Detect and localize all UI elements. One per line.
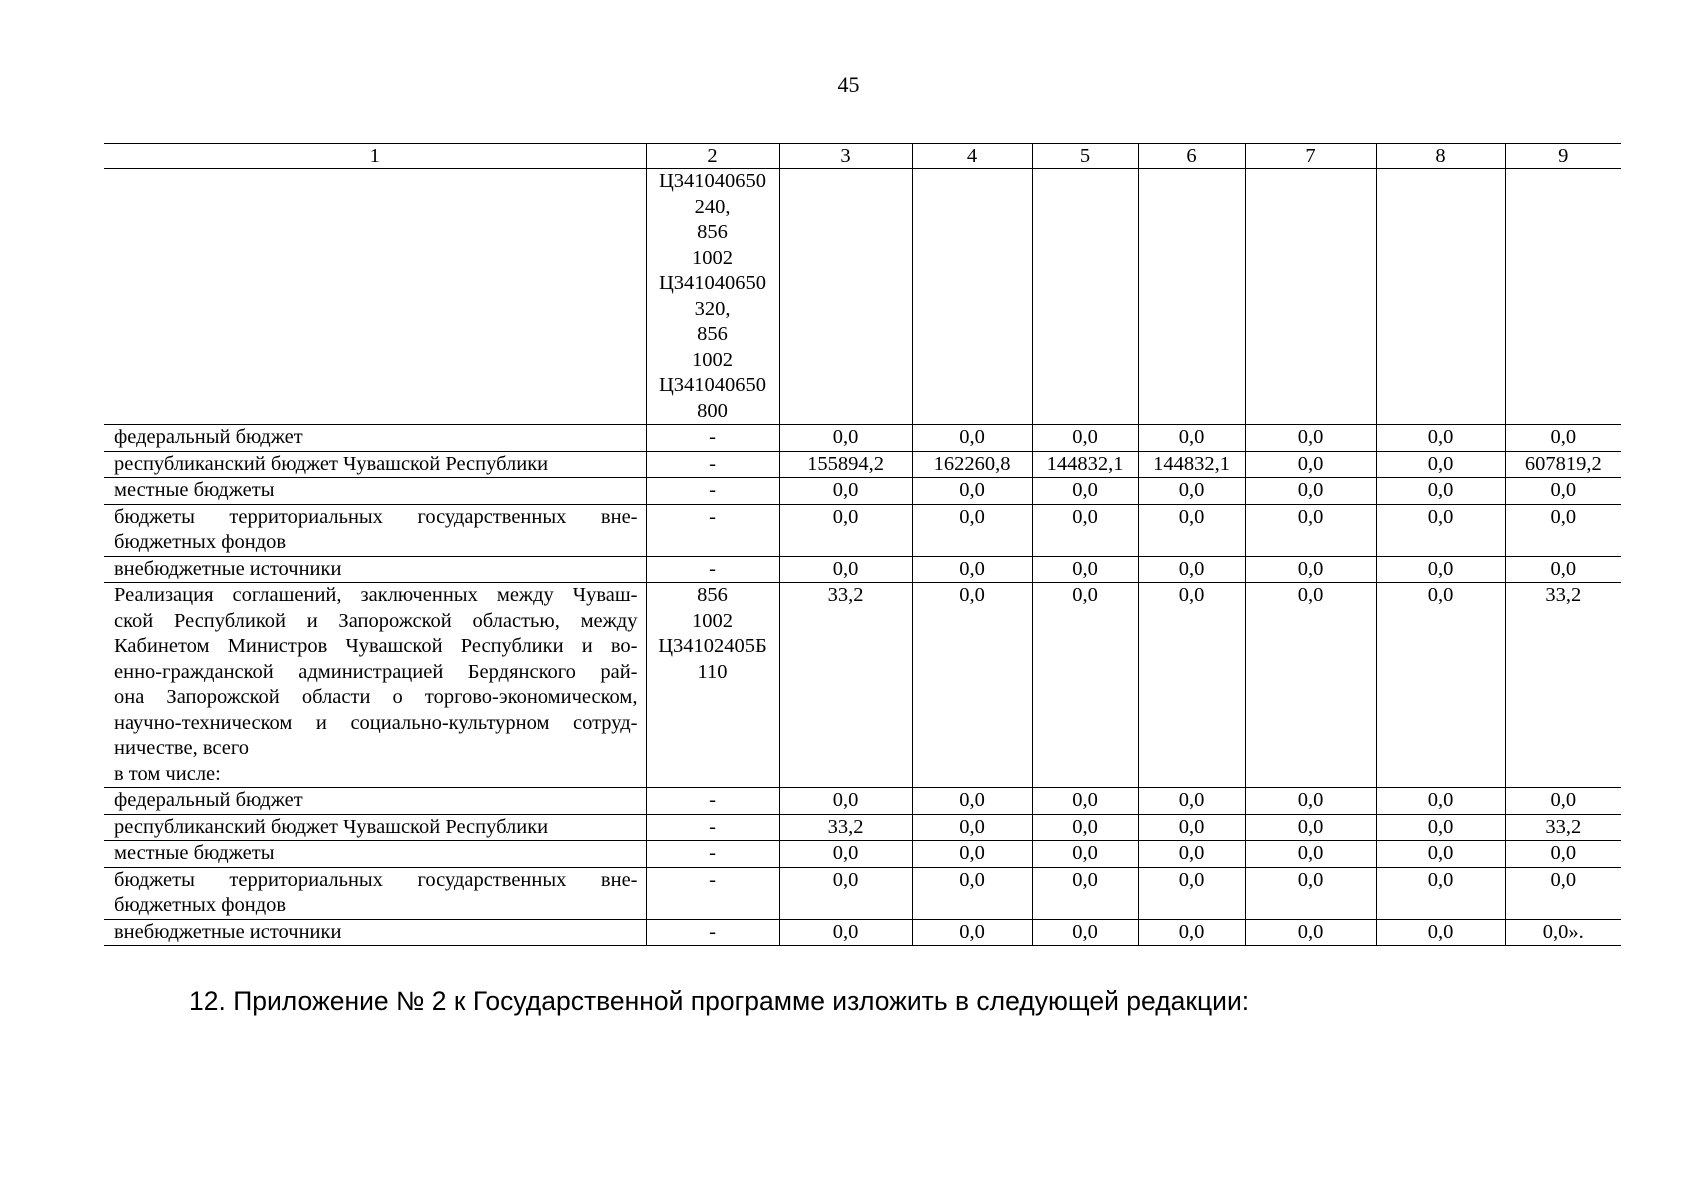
value-cell: 0,0 bbox=[1505, 504, 1621, 556]
value-cell: 0,0 bbox=[1032, 556, 1138, 583]
value-cell: 0,0 bbox=[912, 504, 1032, 556]
value-cell: 0,0 bbox=[1138, 814, 1245, 841]
budget-code-line: 320, bbox=[694, 297, 731, 320]
value-cell: 0,0 bbox=[1505, 425, 1621, 452]
amendment-instruction: 12. Приложение № 2 к Государственной программе изложить в следующей редакции: bbox=[189, 986, 1250, 1016]
table-row bbox=[104, 841, 1621, 868]
row-name-cell: местные бюджеты bbox=[104, 841, 646, 868]
value-cell: 0,0 bbox=[1505, 867, 1621, 919]
value-cell: 0,0 bbox=[1245, 788, 1376, 815]
value-cell: 0,0 bbox=[1138, 841, 1245, 868]
value-cell: 0,0 bbox=[1505, 556, 1621, 583]
value-cell: 33,2 bbox=[779, 583, 912, 788]
budget-code-line: Ц341040650 bbox=[658, 374, 767, 396]
column-header: 2 bbox=[646, 144, 779, 169]
budget-code-cell: - bbox=[646, 814, 779, 841]
row-name-line: бюджеты территориальных государственных вне- bbox=[114, 868, 638, 891]
value-cell: 0,0 bbox=[912, 919, 1032, 946]
row-name-line: она Запорожской области о торгово-экономическом, bbox=[114, 686, 638, 708]
column-header: 8 bbox=[1376, 144, 1505, 169]
table-row bbox=[104, 504, 1621, 556]
budget-code-cell: - bbox=[646, 425, 779, 452]
column-header: 3 bbox=[779, 144, 912, 169]
value-cell: 0,0 bbox=[912, 425, 1032, 452]
value-cell: 0,0 bbox=[1505, 841, 1621, 868]
value-cell: 0,0 bbox=[779, 841, 912, 868]
row-name-line: бюджетных фондов bbox=[114, 894, 287, 916]
budget-code-cell: - bbox=[646, 451, 779, 478]
budget-code-cell: - bbox=[646, 867, 779, 919]
budget-code-line: 856 bbox=[697, 323, 728, 345]
row-name-cell: внебюджетные источники bbox=[104, 919, 646, 946]
budget-code-cell bbox=[646, 583, 779, 788]
row-name-cell: федеральный бюджет bbox=[104, 788, 646, 815]
budget-code-line: Ц34102405Б bbox=[658, 635, 767, 657]
value-cell: 0,0 bbox=[779, 788, 912, 815]
value-cell: 0,0 bbox=[912, 867, 1032, 919]
row-name-line: в том числе: bbox=[114, 762, 221, 785]
budget-code-cell: - bbox=[646, 478, 779, 505]
budget-code-line: 1002 bbox=[692, 246, 733, 269]
value-cell: 0,0 bbox=[1376, 841, 1505, 868]
value-cell: 33,2 bbox=[779, 814, 912, 841]
row-name-cell: внебюджетные источники bbox=[104, 556, 646, 583]
row-name-line: бюджеты территориальных государственных вне- bbox=[114, 505, 638, 528]
budget-code-cell: - bbox=[646, 504, 779, 556]
row-name-line: ничестве, всего bbox=[114, 737, 249, 759]
value-cell: 0,0 bbox=[1376, 556, 1505, 583]
row-name-cell bbox=[104, 169, 646, 425]
value-cell: 0,0 bbox=[779, 425, 912, 452]
row-name-cell: федеральный бюджет bbox=[104, 425, 646, 452]
value-cell bbox=[779, 169, 912, 425]
table-row bbox=[104, 556, 1621, 583]
value-cell: 162260,8 bbox=[912, 451, 1032, 478]
value-cell: 0,0 bbox=[1376, 814, 1505, 841]
value-cell: 0,0 bbox=[1032, 504, 1138, 556]
value-cell: 0,0 bbox=[779, 867, 912, 919]
value-cell: 0,0 bbox=[1138, 478, 1245, 505]
table-row bbox=[104, 451, 1621, 478]
row-name-line: научно-техническом и социально-культурном сотруд- bbox=[114, 711, 638, 734]
row-name-cell bbox=[104, 504, 646, 556]
column-header: 6 bbox=[1138, 144, 1245, 169]
value-cell bbox=[1376, 169, 1505, 425]
value-cell: 0,0 bbox=[1245, 504, 1376, 556]
value-cell: 0,0 bbox=[1376, 425, 1505, 452]
value-cell: 0,0 bbox=[1505, 478, 1621, 505]
value-cell: 0,0 bbox=[1245, 919, 1376, 946]
value-cell: 0,0». bbox=[1505, 919, 1621, 946]
budget-code-line: 240, bbox=[694, 195, 731, 218]
value-cell: 0,0 bbox=[1245, 451, 1376, 478]
table-row bbox=[104, 814, 1621, 841]
value-cell: 607819,2 bbox=[1505, 451, 1621, 478]
value-cell bbox=[912, 169, 1032, 425]
value-cell: 0,0 bbox=[1138, 919, 1245, 946]
value-cell: 33,2 bbox=[1505, 583, 1621, 788]
row-name-line: Кабинетом Министров Чувашской Республики и во- bbox=[114, 635, 638, 657]
table-row bbox=[104, 788, 1621, 815]
row-name-line: Реализация соглашений, заключенных между Чуваш- bbox=[114, 584, 638, 606]
value-cell: 0,0 bbox=[1032, 841, 1138, 868]
budget-code-line: 856 bbox=[697, 221, 728, 243]
budget-code-line: 1002 bbox=[692, 348, 733, 371]
value-cell: 0,0 bbox=[779, 478, 912, 505]
value-cell: 144832,1 bbox=[1138, 451, 1245, 478]
value-cell bbox=[1245, 169, 1376, 425]
budget-code-line: Ц341040650 bbox=[658, 170, 767, 192]
value-cell: 0,0 bbox=[1505, 788, 1621, 815]
budget-code-cell bbox=[646, 169, 779, 425]
budget-code-cell: - bbox=[646, 919, 779, 946]
table-header-row bbox=[104, 144, 1621, 169]
table-row bbox=[104, 478, 1621, 505]
budget-code-line: 110 bbox=[697, 660, 728, 683]
budget-code-line: Ц341040650 bbox=[658, 272, 767, 294]
value-cell: 33,2 bbox=[1505, 814, 1621, 841]
value-cell: 0,0 bbox=[1138, 867, 1245, 919]
value-cell: 0,0 bbox=[1245, 814, 1376, 841]
value-cell: 0,0 bbox=[1245, 867, 1376, 919]
value-cell: 0,0 bbox=[1138, 425, 1245, 452]
value-cell: 0,0 bbox=[912, 478, 1032, 505]
column-header: 4 bbox=[912, 144, 1032, 169]
value-cell: 144832,1 bbox=[1032, 451, 1138, 478]
row-name-line: ской Республикой и Запорожской областью, между bbox=[114, 609, 638, 632]
budget-table bbox=[104, 143, 1621, 946]
column-header: 7 bbox=[1245, 144, 1376, 169]
value-cell bbox=[1505, 169, 1621, 425]
budget-code-line: 856 bbox=[697, 584, 728, 606]
table-row bbox=[104, 425, 1621, 452]
value-cell: 0,0 bbox=[1032, 788, 1138, 815]
value-cell: 0,0 bbox=[1245, 583, 1376, 788]
value-cell: 0,0 bbox=[912, 583, 1032, 788]
value-cell: 0,0 bbox=[1376, 583, 1505, 788]
value-cell: 0,0 bbox=[1376, 788, 1505, 815]
value-cell: 0,0 bbox=[1138, 788, 1245, 815]
value-cell: 0,0 bbox=[1032, 583, 1138, 788]
value-cell: 0,0 bbox=[1245, 841, 1376, 868]
value-cell: 0,0 bbox=[779, 556, 912, 583]
value-cell: 0,0 bbox=[779, 504, 912, 556]
value-cell: 0,0 bbox=[1245, 478, 1376, 505]
row-name-cell bbox=[104, 867, 646, 919]
budget-code-cell: - bbox=[646, 556, 779, 583]
value-cell: 0,0 bbox=[1376, 478, 1505, 505]
budget-code-cell: - bbox=[646, 841, 779, 868]
value-cell: 0,0 bbox=[1138, 504, 1245, 556]
value-cell: 0,0 bbox=[1032, 478, 1138, 505]
row-name-line: бюджетных фондов bbox=[114, 531, 287, 553]
column-header: 9 bbox=[1505, 144, 1621, 169]
value-cell: 0,0 bbox=[912, 788, 1032, 815]
value-cell: 0,0 bbox=[1032, 919, 1138, 946]
row-name-cell: местные бюджеты bbox=[104, 478, 646, 505]
column-header: 1 bbox=[104, 144, 646, 169]
value-cell: 0,0 bbox=[1376, 867, 1505, 919]
table-row bbox=[104, 867, 1621, 919]
row-name-cell: республиканский бюджет Чувашской Республики bbox=[104, 451, 646, 478]
value-cell: 155894,2 bbox=[779, 451, 912, 478]
value-cell: 0,0 bbox=[1032, 867, 1138, 919]
value-cell: 0,0 bbox=[779, 919, 912, 946]
value-cell: 0,0 bbox=[1032, 814, 1138, 841]
value-cell: 0,0 bbox=[912, 814, 1032, 841]
value-cell: 0,0 bbox=[1245, 425, 1376, 452]
value-cell: 0,0 bbox=[1376, 919, 1505, 946]
budget-code-line: 800 bbox=[697, 399, 728, 422]
value-cell: 0,0 bbox=[1376, 504, 1505, 556]
value-cell: 0,0 bbox=[1138, 583, 1245, 788]
value-cell: 0,0 bbox=[912, 841, 1032, 868]
value-cell: 0,0 bbox=[1032, 425, 1138, 452]
row-name-cell: республиканский бюджет Чувашской Республики bbox=[104, 814, 646, 841]
value-cell: 0,0 bbox=[1138, 556, 1245, 583]
budget-code-line: 1002 bbox=[692, 609, 733, 632]
value-cell: 0,0 bbox=[912, 556, 1032, 583]
page-number: 45 bbox=[837, 72, 860, 97]
value-cell: 0,0 bbox=[1376, 451, 1505, 478]
value-cell bbox=[1032, 169, 1138, 425]
table-row bbox=[104, 583, 1621, 788]
value-cell bbox=[1138, 169, 1245, 425]
budget-code-cell: - bbox=[646, 788, 779, 815]
value-cell: 0,0 bbox=[1245, 556, 1376, 583]
table-row bbox=[104, 169, 1621, 425]
row-name-line: енно-гражданской администрацией Бердянского рай- bbox=[114, 660, 638, 683]
row-name-cell bbox=[104, 583, 646, 788]
table-row bbox=[104, 919, 1621, 946]
column-header: 5 bbox=[1032, 144, 1138, 169]
